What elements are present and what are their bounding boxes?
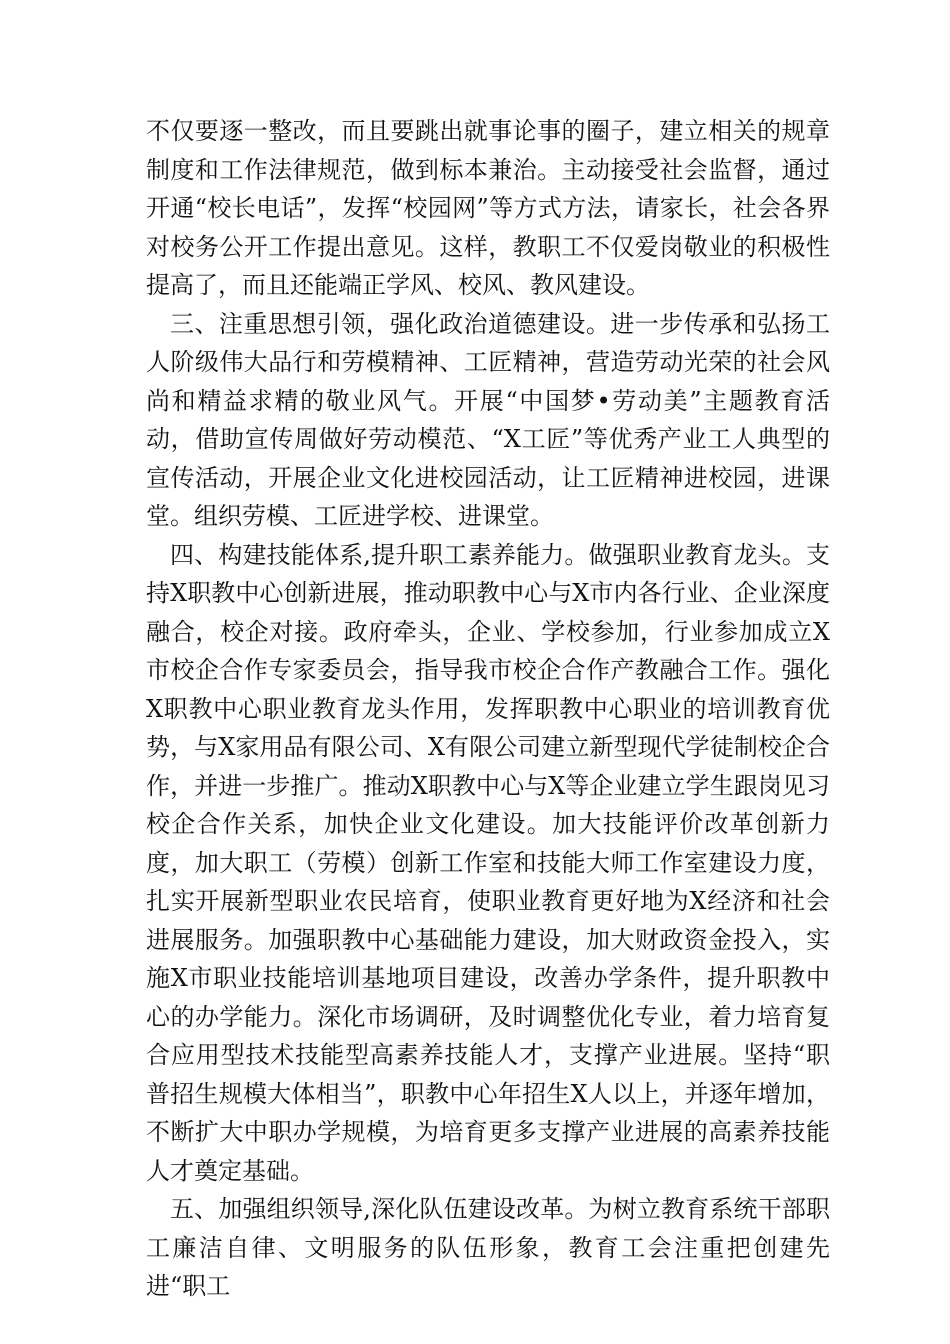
paragraph-section-4: 四、构建技能体系,提升职工素养能力。做强职业教育龙头。支持X职教中心创新进展，推动职教中心与X市内各行业、企业深度融合，校企对接。政府牵头，企业、学校参加，行业参加成立X市校企合作专家委员会，指导我市校企合作产教融合工作。强化X职教中心职业教育龙头作用，发挥职教中心职业的培训教育优势，与X家用品有限公司、X有限公司建立新型现代学徒制校企合作，并进一步推广。推动X职教中心与X等企业建立学生跟岗见习校企合作关系，加快企业文化建设。加大技能评价改革创新力度，加大职工（劳模）创新工作室和技能大师工作室建设力度，扎实开展新型职业农民培育，使职业教育更好地为X经济和社会进展服务。加强职教中心基础能力建设，加大财政资金投入，实施X市职业技能培训基地项目建设，改善办学条件，提升职教中心的办学能力。深化市场调研，及时调整优化专业，着力培育复合应用型技术技能型高素养技能人才，支撑产业进展。坚持“职普招生规模大体相当”，职教中心年招生X人以上，并逐年增加，不断扩大中职办学规模，为培育更多支撑产业进展的高素养技能人才奠定基础。	[146, 540, 830, 1185]
paragraph-section-5: 五、加强组织领导,深化队伍建设改革。为树立教育系统干部职工廉洁自律、文明服务的队伍形象，教育工会注重把创建先进“职工	[146, 1195, 830, 1300]
document-page	[146, 112, 830, 1306]
paragraph-continuation: 不仅要逐一整改，而且要跳出就事论事的圈子，建立相关的规章制度和工作法律规范，做到标本兼治。主动接受社会监督，通过开通“校长电话”，发挥“校园网”等方式方法，请家长，社会各界对校务公开工作提出意见。这样，教职工不仅爱岗敬业的积极性提高了，而且还能端正学风、校风、教风建设。	[146, 117, 830, 299]
paragraph-section-3: 三、注重思想引领，强化政治道德建设。进一步传承和弘扬工人阶级伟大品行和劳模精神、工匠精神，营造劳动光荣的社会风尚和精益求精的敬业风气。开展“中国梦•劳动美”主题教育活动，借助宣传周做好劳动模范、“X工匠”等优秀产业工人典型的宣传活动，开展企业文化进校园活动，让工匠精神进校园，进课堂。组织劳模、工匠进学校、进课堂。	[146, 309, 830, 530]
